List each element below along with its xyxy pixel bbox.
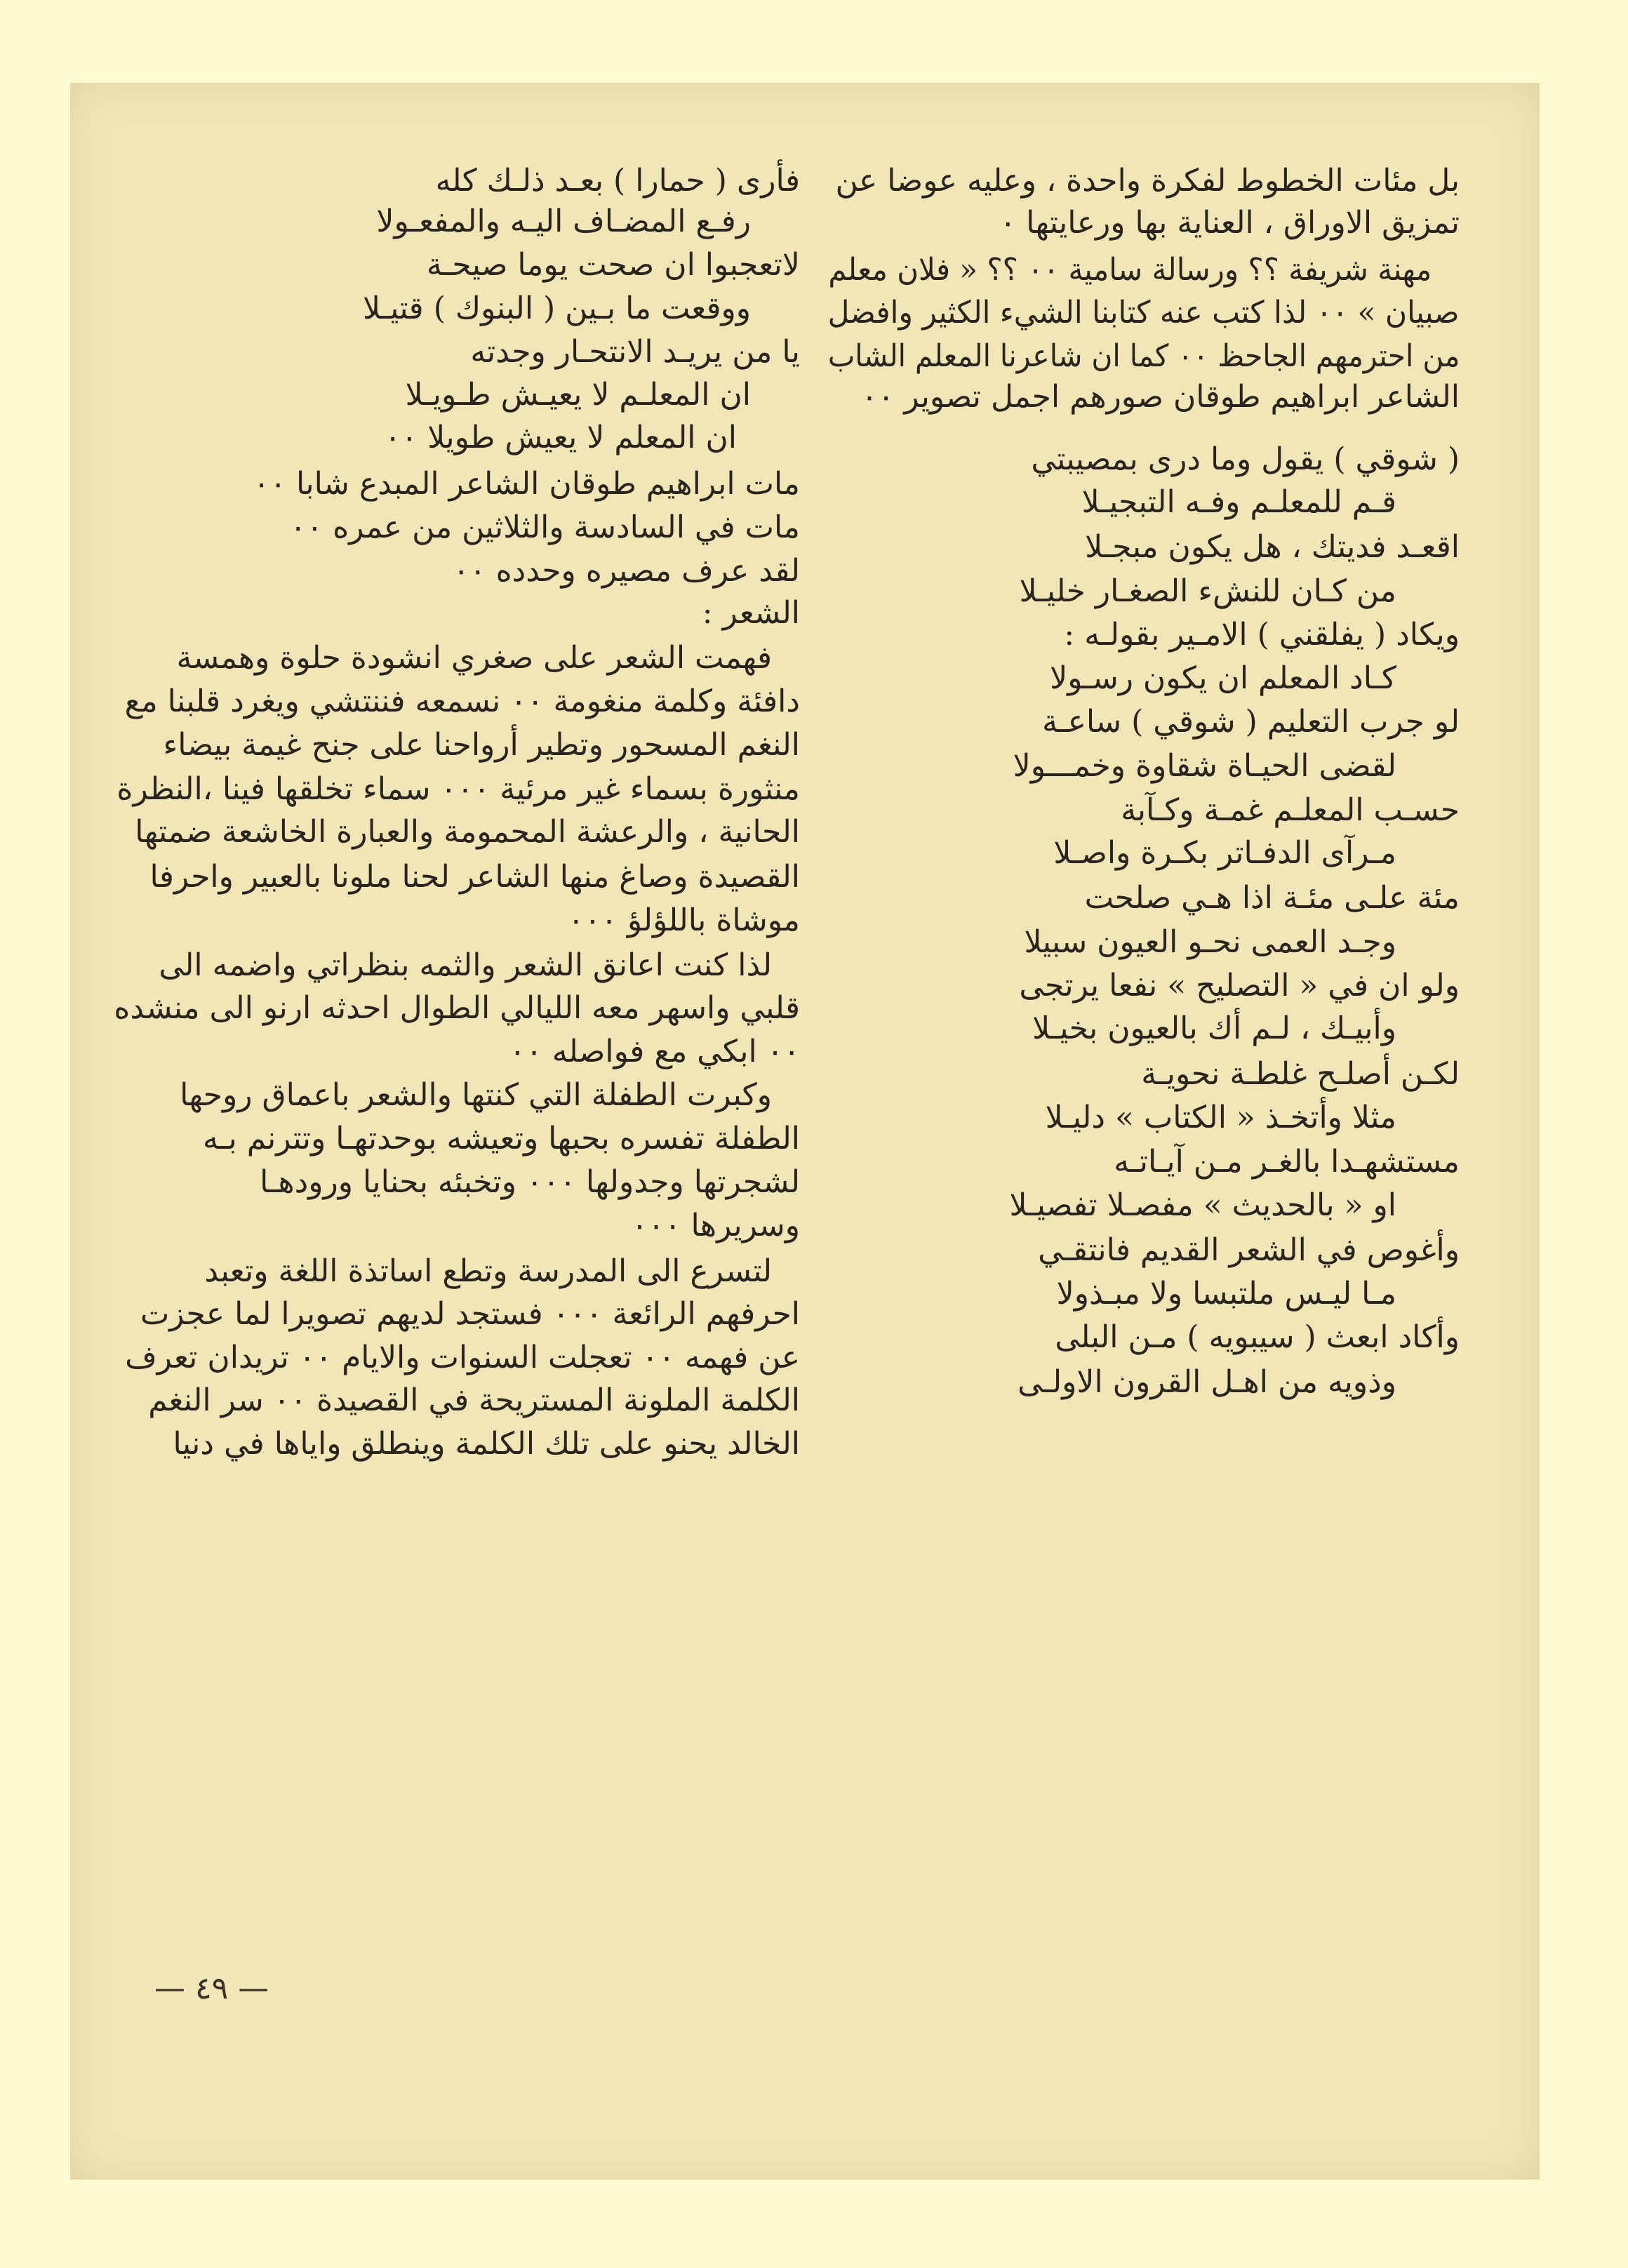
right-column-line: مئة علـى مئـة اذا هـي صلحت [1084, 880, 1460, 916]
left-column-line: فأرى ( حمارا ) بعـد ذلـك كله [435, 163, 800, 199]
left-column-line: مات في السادسة والثلاثين من عمره ٠٠ [289, 509, 800, 545]
right-column-line: مهنة شريفة ؟؟ ورسالة سامية ٠٠ ؟؟ « فلان معلم [828, 252, 1432, 288]
left-column-line: لذا كنت اعانق الشعر والثمه بنظراتي واضمه الى [159, 947, 772, 983]
right-column-line: اقعـد فديتك ، هل يكون مبجـلا [1085, 529, 1460, 565]
left-column-line: النغم المسحور وتطير أرواحنا على جنح غيمة بيضاء [163, 727, 800, 763]
left-column-line: القصيدة وصاغ منها الشاعر لحنا ملونا بالعبير واحرفا [149, 859, 800, 895]
right-column-line: ولو ان في « التصليح » نفعا يرتجى [1019, 968, 1460, 1003]
left-column-line: لقد عرف مصيره وحدده ٠٠ [453, 553, 800, 589]
left-column-line: منثورة بسماء غير مرئية ٠٠٠ سماء تخلقها فينا ،النظرة [116, 771, 800, 807]
right-column-line: وذويه من اهـل القرون الاولـى [1018, 1364, 1396, 1400]
right-column-line: وجـد العمى نحـو العيون سبيلا [1024, 924, 1396, 960]
left-column-line: ووقعت ما بـين ( البنوك ) قتيـلا [362, 291, 751, 326]
left-column-line: الكلمة الملونة المستريحة في القصيدة ٠٠ سر النغم [148, 1382, 800, 1418]
left-column-line: مات ابراهيم طوقان الشاعر المبدع شابا ٠٠ [253, 466, 800, 502]
right-column-line: صبيان » ٠٠ لذا كتب عنه كتابنا الشيء الكثير وافضل [828, 295, 1460, 331]
page-number: — ٤٩ — [154, 1970, 269, 2006]
left-column-line: ان المعلـم لا يعيـش طـويـلا [405, 377, 751, 413]
right-column-line: وأبيـك ، لـم أك بالعيون بخيـلا [1032, 1010, 1396, 1046]
left-column-line: موشاة باللؤلؤ ٠٠٠ [568, 902, 800, 938]
left-column-line: الطفلة تفسره بحبها وتعيشه بوحدتهـا وتترنم بـه [203, 1121, 800, 1156]
right-column-line: مـا ليـس ملتبسا ولا مبـذولا [1056, 1276, 1396, 1312]
right-column-line: من احترمهم الجاحظ ٠٠ كما ان شاعرنا المعلم الشاب [827, 338, 1460, 374]
left-column-line: الخالد يحنو على تلك الكلمة وينطلق واياها في دنيا [173, 1426, 800, 1462]
left-column-line: يا من يريـد الانتحـار وجدته [470, 334, 800, 370]
left-column-line: احرفهم الرائعة ٠٠٠ فستجد لديهم تصويرا لما عجزت [140, 1296, 800, 1332]
right-column-line: او « بالحديث » مفصـلا تفصيـلا [1009, 1187, 1396, 1223]
left-column-line: دافئة وكلمة منغومة ٠٠ نسمعه فننتشي ويغرد قلبنا مع [124, 683, 800, 719]
right-column-line: لكـن أصلـح غلطـة نحويـة [1141, 1056, 1460, 1092]
right-column-line: مـرآى الدفـاتر بكـرة واصـلا [1053, 835, 1396, 871]
right-column-line: ويكاد ( يفلقني ) الامـير بقولـه : [1064, 617, 1460, 653]
right-column-line: كـاد المعلم ان يكون رسـولا [1050, 660, 1396, 696]
right-column-line: لو جرب التعليم ( شوقي ) ساعـة [1042, 704, 1460, 740]
left-column-line: رفـع المضـاف اليـه والمفعـولا [376, 204, 751, 239]
left-column-line: لاتعجبوا ان صحت يوما صيحـة [426, 247, 800, 283]
right-column-line: مثلا وأتخـذ « الكتاب » دليـلا [1045, 1100, 1396, 1135]
left-column-line: عن فهمه ٠٠ تعجلت السنوات والايام ٠٠ تريدان تعرف [125, 1340, 800, 1375]
right-column-line: وأغوص في الشعر القديم فانتقـي [1038, 1232, 1460, 1268]
right-column-line: بل مئات الخطوط لفكرة واحدة ، وعليه عوضا عن [835, 163, 1460, 199]
right-column-line: وأكاد ابعث ( سيبويه ) مـن البلى [1055, 1319, 1460, 1355]
right-column-line: لقضى الحيـاة شقاوة وخمـــولا [1013, 748, 1396, 784]
left-column-line: الحانية ، والرعشة المحمومة والعبارة الخاشعة ضمتها [135, 814, 800, 850]
left-column-line: وسريرها ٠٠٠ [631, 1208, 800, 1243]
left-column-line: ان المعلم لا يعيش طويلا ٠٠ [384, 420, 737, 455]
right-column-line: قـم للمعلـم وفـه التبجيـلا [1081, 484, 1396, 520]
left-column-line: وكبرت الطفلة التي كنتها والشعر باعماق روحها [180, 1077, 772, 1113]
right-column-line: تمزيق الاوراق ، العناية بها ورعايتها ٠ [999, 205, 1460, 241]
right-column-line: من كـان للنشء الصغـار خليـلا [1019, 573, 1396, 609]
left-column-line: ٠٠ ابكي مع فواصله ٠٠ [509, 1034, 800, 1069]
left-column-line: قلبي واسهر معه الليالي الطوال احدثه ارنو الى منشده [114, 990, 800, 1026]
right-column-line: مستشهـدا بالغـر مـن آيـاتـه [1114, 1144, 1460, 1180]
left-column-line: الشعر : [702, 595, 800, 631]
left-column-line: لشجرتها وجدولها ٠٠٠ وتخبئه بحنايا ورودهـا [260, 1164, 800, 1200]
right-column-line: ( شوقي ) يقول وما درى بمصيبتي [1031, 441, 1460, 477]
left-column-line: لتسرع الى المدرسة وتطع اساتذة اللغة وتعبد [204, 1253, 772, 1289]
left-column-line: فهمت الشعر على صغري انشودة حلوة وهمسة [176, 640, 772, 676]
right-column-line: الشاعر ابراهيم طوقان صورهم اجمل تصوير ٠٠ [861, 379, 1460, 415]
book-page [70, 83, 1540, 2180]
right-column-line: حسـب المعلـم غمـة وكـآبة [1121, 792, 1460, 828]
